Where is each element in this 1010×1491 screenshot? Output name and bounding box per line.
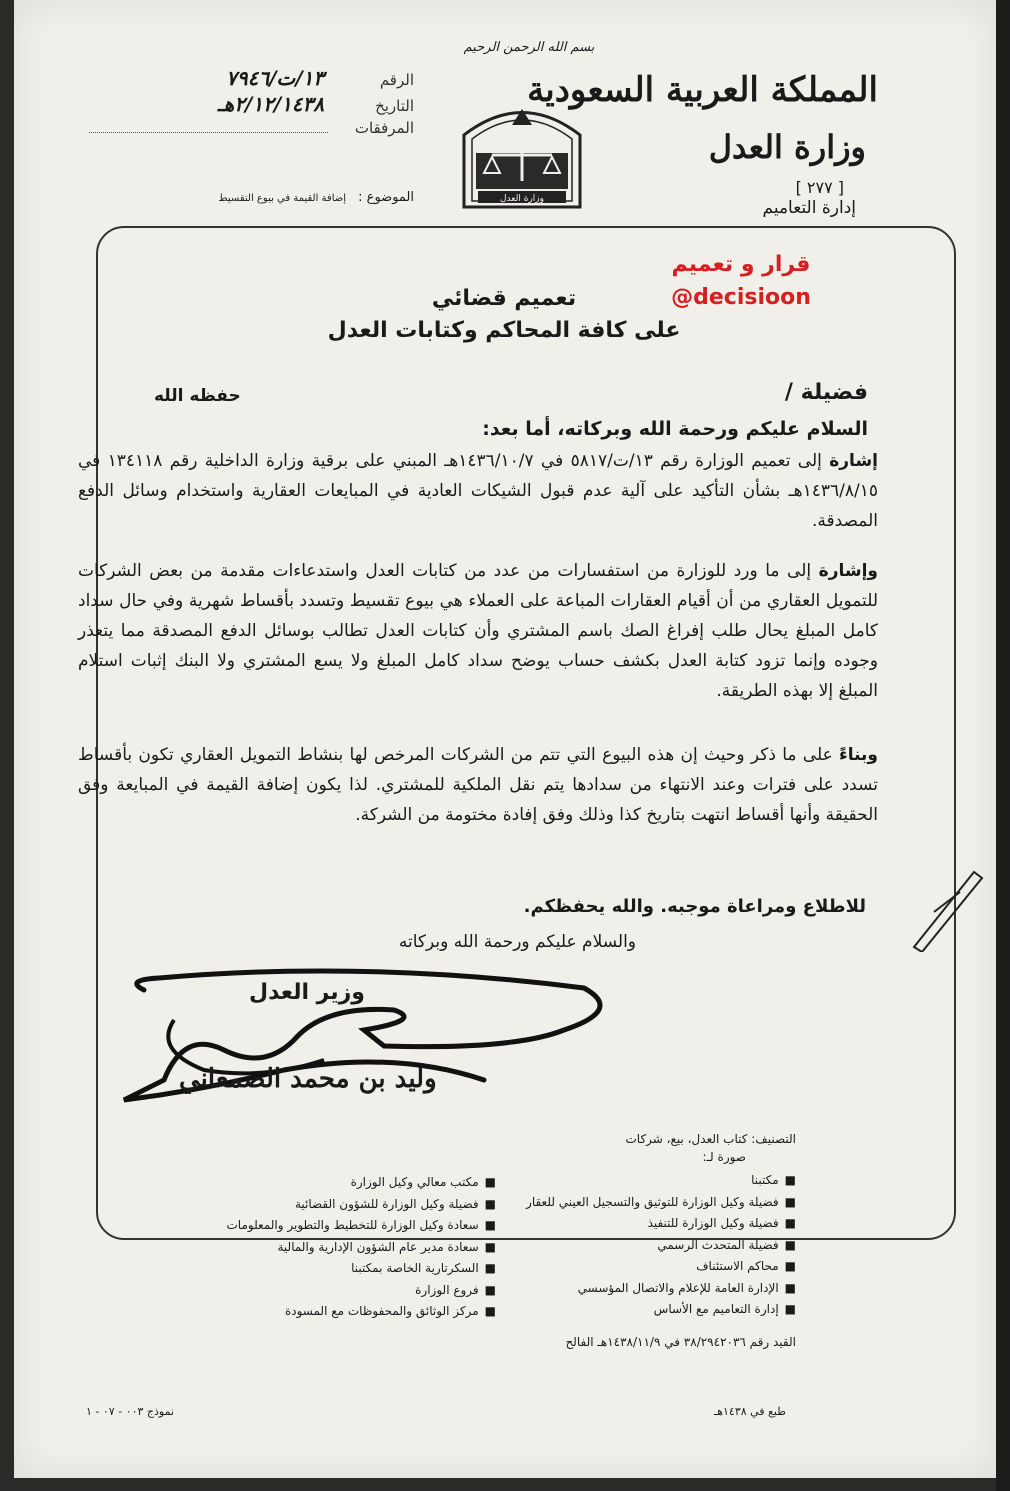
distribution-list-left — [166, 1172, 496, 1323]
date-label: التاريخ — [375, 97, 414, 115]
reference-block — [89, 66, 414, 144]
ref-value: ١٣/ت/٧٩٤٦ — [226, 66, 324, 90]
ministry-emblem-icon — [454, 95, 590, 219]
paragraph-2 — [78, 556, 878, 706]
ref-label: الرقم — [379, 71, 414, 89]
closing-line: للاطلاع ومراعاة موجبه. والله يحفظكم. — [523, 896, 866, 917]
emblem-label: وزارة العدل — [500, 194, 544, 204]
closing-greeting: والسلام عليكم ورحمة الله وبركاته — [398, 932, 636, 952]
list-item: ■فضيلة وكيل الوزارة للشؤون القضائية — [294, 1196, 496, 1211]
list-item: ■فضيلة وكيل الوزارة للتنفيذ — [647, 1216, 796, 1230]
registry-entry: القيد رقم ٣٨/٢٩٤٢٠٣٦ في ١٤٣٨/١١/٩هـ الفالح — [565, 1335, 796, 1349]
ministry-name: وزارة العدل — [708, 128, 866, 166]
document-title: تعميم قضائي — [431, 286, 577, 311]
paragraph-3-lead: وبناءً — [839, 745, 878, 765]
list-item: ■محاكم الاستئناف — [696, 1259, 796, 1273]
circular-number: [ ٢٧٧ ] — [795, 178, 844, 197]
paragraph-1-text: إلى تعميم الوزارة رقم ١٣/ت/٥٨١٧ في ١٤٣٦/١٠/٧هـ المبني على برقية وزارة الداخلية رقم ١٣٤١١٨ في ١٤٣٦/٨/١٥هـ بشأن التأكيد على آلية عدم قبول الشيكات العادية في المبايعات العقارية واستخدام وسائل الدفع المصدقة. — [78, 451, 878, 531]
list-item: ■مكتب معالي وكيل الوزارة — [350, 1175, 496, 1189]
paragraph-2-text: إلى ما ورد للوزارة من استفسارات من عدد من كتابات العدل واستدعاءات مقدمة من بعض الشركات للتمويل العقاري من أن أقيام العقارات المباعة على العملاء هي بيوع تقسيط وتسدد بأقساط شهرية وفي حال سداد كامل المبلغ يحال طلب إفراغ الصك باسم المشتري وأن كتابات العدل تطالب بوسائل الدفع المصدقة مما يتعذر وجوده وإنما تزود كتابة العدل بكشف حساب يوضح سداد كامل المبلغ ولا يسع المشتري ولا البنك إثبات استلام المبلغ إلا بهذه الطريقة. — [78, 561, 878, 701]
subject-row — [89, 190, 414, 205]
list-item: ■الإدارة العامة للإعلام والاتصال المؤسسي — [577, 1280, 796, 1295]
list-item: ■سعادة وكيل الوزارة للتخطيط والتطوير والمعلومات — [226, 1218, 496, 1232]
date-row — [89, 92, 414, 118]
basmala: بسم الله الرحمن الرحيم — [463, 40, 595, 55]
list-item: ■سعادة مدير عام الشؤون الإدارية والمالية — [277, 1239, 496, 1254]
list-item: ■فضيلة وكيل الوزارة للتوثيق والتسجيل العيني للعقار — [526, 1194, 796, 1209]
list-item: ■مركز الوثائق والمحفوظات مع المسودة — [284, 1304, 496, 1318]
watermark-title: قرار و تعميم — [671, 252, 811, 277]
watermark-handle: @decisioon — [671, 285, 811, 310]
ref-number-row — [89, 66, 414, 92]
honorific: حفظه الله — [154, 386, 241, 406]
list-item: ■مكتبنا — [751, 1173, 796, 1187]
printed-year: طبع في ١٤٣٨هـ — [713, 1405, 786, 1418]
document-subtitle: على كافة المحاكم وكتابات العدل — [327, 318, 681, 343]
document-page — [14, 0, 996, 1478]
pen-mark-icon — [904, 862, 994, 952]
attachments-row — [89, 118, 414, 144]
attachments-line — [89, 118, 328, 133]
list-item: ■السكرتارية الخاصة بمكتبنا — [351, 1261, 496, 1275]
photo-edge — [996, 0, 1010, 1491]
minister-name: وليد بن محمد الصمعاني — [179, 1064, 437, 1094]
date-value: ٢/١٢/١٤٣٨هـ — [217, 92, 324, 116]
paragraph-3 — [78, 740, 878, 830]
form-number: نموذج ٠٠٣ - ٠٧ - ١ — [86, 1405, 175, 1418]
list-item: ■فضيلة المتحدث الرسمي — [657, 1237, 796, 1252]
classification: التصنيف: كتاب العدل، بيع، شركات — [625, 1132, 796, 1146]
subject-value: إضافة القيمة في بيوع التقسيط — [218, 193, 347, 204]
handwritten-signature — [64, 950, 624, 1130]
list-item: ■فروع الوزارة — [415, 1282, 496, 1297]
greeting: السلام عليكم ورحمة الله وبركاته، أما بعد: — [482, 418, 868, 440]
subject-label: الموضوع : — [358, 190, 414, 205]
addressee: فضيلة / — [784, 380, 868, 405]
copy-to-label: صورة لـ: — [702, 1150, 746, 1164]
list-item: ■إدارة التعاميم مع الأساس — [653, 1302, 796, 1316]
kingdom-name: المملكة العربية السعودية — [527, 70, 878, 110]
paragraph-1-lead: إشارة — [829, 451, 878, 471]
minister-title: وزير العدل — [249, 980, 365, 1005]
paragraph-3-text: على ما ذكر وحيث إن هذه البيوع التي تتم من الشركات المرخص لها بنشاط التمويل العقاري تكون بأقساط تسدد على فترات وعند الانتهاء من سدادها يتم نقل الملكية للمشتري. لذا يكون إضافة القيمة في المبايعة وفق الحقيقة وأنها أقساط انتهت بتاريخ كذا وذلك وفق إفادة مختومة من الشركة. — [78, 745, 878, 825]
department-name: إدارة التعاميم — [762, 198, 856, 218]
paragraph-1 — [78, 446, 878, 536]
distribution-list-right — [466, 1170, 796, 1321]
paragraph-2-lead: وإشارة — [818, 561, 878, 581]
attachments-label: المرفقات — [354, 119, 414, 137]
